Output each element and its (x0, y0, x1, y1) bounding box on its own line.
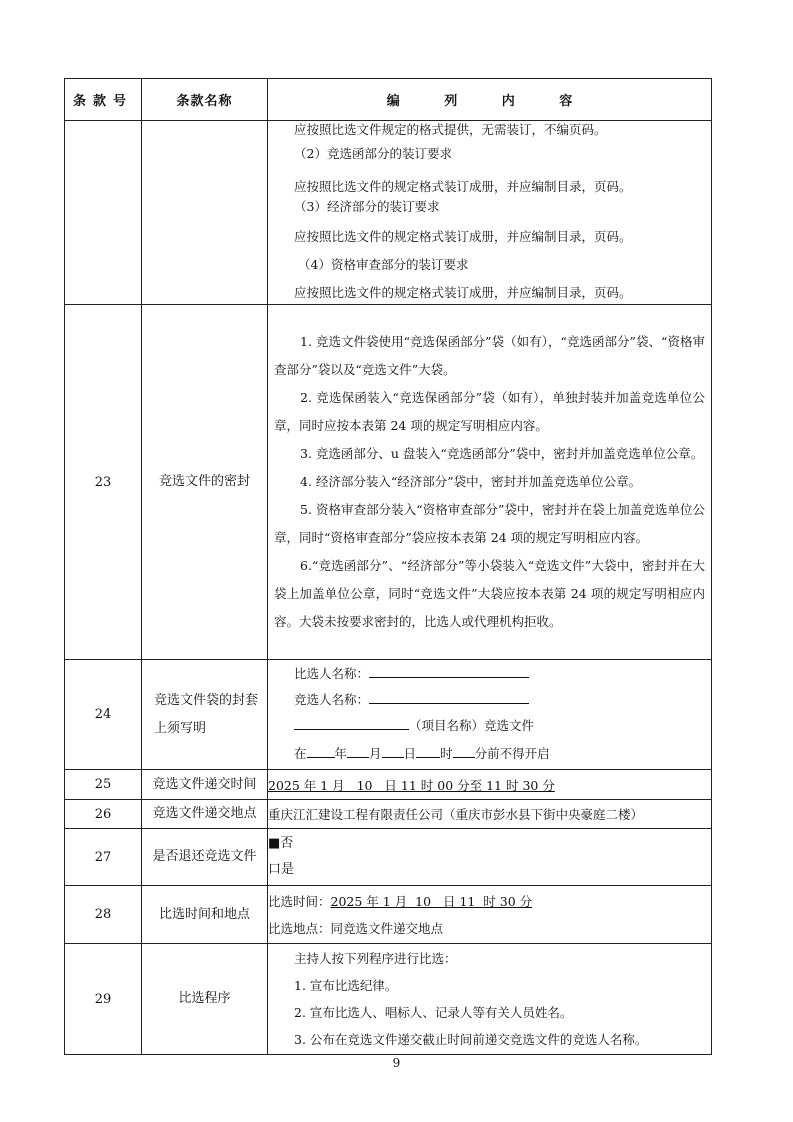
procedure-line: 1. 宣布比选纪律。 (294, 978, 398, 993)
option-yes-unchecked: 口是 (268, 862, 295, 877)
row-number: 25 (65, 770, 142, 800)
content-paragraph: 4. 经济部分装入“经济部分”袋中，密封并加盖竞选单位公章。 (300, 474, 642, 489)
bidder-name-line (268, 661, 711, 687)
procedure-line: 2. 宣布比选人、唱标人、记录人等有关人员姓名。 (294, 1005, 573, 1020)
row-content (268, 305, 712, 660)
row-number-empty (65, 121, 142, 305)
content-line: （3）经济部分的装订要求 (294, 199, 440, 214)
row-content (268, 800, 712, 829)
table-row-continuation (65, 121, 712, 305)
row-number: 29 (65, 944, 142, 1055)
row-number: 23 (65, 305, 142, 660)
row-name: 竞选文件递交地点 (142, 800, 268, 829)
content-paragraph: 3. 竞选函部分、u 盘装入“竞选函部分”袋中，密封并加盖竞选单位公章。 (300, 446, 704, 461)
submission-time: 2025 年 1 月 10 日 11 时 00 分至 11 时 30 分 (268, 777, 555, 793)
row-content (268, 121, 712, 305)
open-time-text: 年 (334, 745, 348, 761)
procedure-line: 主持人按下列程序进行比选： (294, 951, 457, 966)
bidder-name-blank (369, 663, 529, 678)
selection-time-value: 2025 年 1 月 10 日 11 时 30 分 (330, 893, 533, 909)
content-line: 应按照比选文件的规定格式装订成册，并应编制目录，页码。 (294, 285, 632, 300)
row-name-empty (142, 121, 268, 305)
open-time-line (268, 739, 711, 769)
header-clause-number: 条款号 (65, 79, 142, 121)
selection-time-line (268, 888, 711, 916)
table-header-row (65, 79, 712, 121)
open-time-text: 在 (294, 745, 307, 761)
project-name-suffix: （项目名称）竞选文件 (409, 717, 535, 733)
header-clause-name: 条款名称 (142, 79, 268, 121)
option-no-checked: ■否 (268, 836, 294, 851)
row-content (268, 944, 712, 1055)
row-content (268, 829, 712, 886)
content-paragraph: 5. 资格审查部分装入“资格审查部分”袋中，密封并在袋上加盖竞选单位公章，同时“资格审查部分”袋应按本表第 24 项的规定写明相应内容。 (274, 502, 705, 545)
row-name: 竞选文件递交时间 (142, 770, 268, 800)
table-row-25 (65, 770, 712, 800)
row-name: 竞选文件袋的封套上须写明 (142, 660, 268, 770)
competitor-name-line (268, 687, 711, 713)
row-number: 26 (65, 800, 142, 829)
clause-table (64, 78, 712, 1055)
competitor-name-label: 竞选人名称： (294, 691, 370, 707)
row-name: 比选时间和地点 (142, 886, 268, 944)
open-time-text: 日 (403, 745, 417, 761)
row-name: 竞选文件的密封 (142, 305, 268, 660)
open-time-text: 月 (369, 745, 382, 761)
table-row-26 (65, 800, 712, 829)
year-blank (307, 743, 335, 758)
open-time-text: 时 (440, 745, 453, 761)
row-number: 27 (65, 829, 142, 886)
competitor-name-blank (369, 689, 529, 704)
row-number: 28 (65, 886, 142, 944)
project-name-line (268, 713, 711, 739)
content-line: 应按照比选文件的规定格式装订成册，并应编制目录，页码。 (294, 179, 632, 194)
content-paragraph: 1. 竞选文件袋使用“竞选保函部分”袋（如有），“竞选函部分”袋、“资格审查部分”袋以及“竞选文件”大袋。 (274, 334, 705, 377)
table-row-28 (65, 886, 712, 944)
row-name: 比选程序 (142, 944, 268, 1055)
bidder-name-label: 比选人名称： (294, 665, 370, 681)
page-number: 9 (392, 1056, 401, 1070)
content-paragraph: 6.“竞选函部分”、“经济部分”等小袋装入“竞选文件”大袋中，密封并在大袋上加盖单位公章，同时“竞选文件”大袋应按本表第 24 项的规定写明相应内容。大袋未按要求密封的，比选人或代理机构拒收。 (274, 558, 705, 629)
submission-place: 重庆江汇建设工程有限责任公司（重庆市彭水县下街中央豪庭二楼） (268, 807, 644, 822)
content-line: （4）资格审查部分的装订要求 (298, 257, 469, 272)
table-row-23 (65, 305, 712, 660)
selection-place: 比选地点：同竞选文件递交地点 (268, 920, 444, 936)
row-content (268, 770, 712, 800)
minute-blank (453, 743, 475, 758)
table-row-24 (65, 660, 712, 770)
row-content (268, 886, 712, 944)
content-line: （2）竞选函部分的装订要求 (294, 146, 452, 161)
table-row-29 (65, 944, 712, 1055)
open-time-text: 分前不得开启 (474, 745, 550, 761)
row-name: 是否退还竞选文件 (142, 829, 268, 886)
project-name-blank (294, 715, 409, 730)
content-line: 应按照比选文件的规定格式装订成册，并应编制目录，页码。 (294, 229, 632, 244)
table-row-27 (65, 829, 712, 886)
header-content: 编 列 内 容 (268, 79, 712, 121)
content-line: 应按照比选文件规定的格式提供，无需装订，不编页码。 (294, 122, 607, 137)
day-blank (382, 743, 404, 758)
selection-time-label: 比选时间： (268, 893, 331, 909)
row-content (268, 660, 712, 770)
row-number: 24 (65, 660, 142, 770)
content-paragraph: 2. 竞选保函装入“竞选保函部分”袋（如有），单独封装并加盖竞选单位公章，同时应按本表第 24 项的规定写明相应内容。 (274, 390, 705, 433)
hour-blank (416, 743, 440, 758)
month-blank (347, 743, 369, 758)
procedure-line: 3. 公布在竞选文件递交截止时间前递交竞选文件的竞选人名称。 (294, 1032, 648, 1047)
